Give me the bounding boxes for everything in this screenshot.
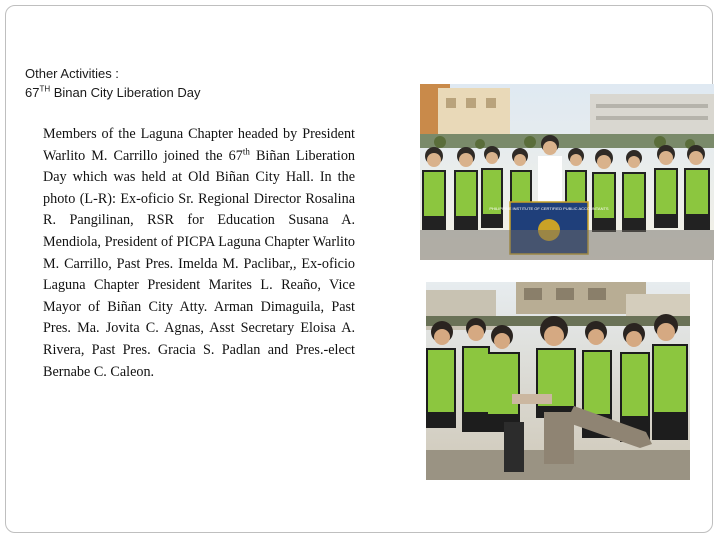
heading-number: 67	[25, 85, 40, 100]
body-paragraph	[43, 124, 355, 383]
body-sup: th	[242, 145, 250, 156]
group-photo-bottom	[426, 282, 690, 480]
heading-line-2	[25, 83, 200, 102]
banner-text: PHILIPPINE INSTITUTE OF CERTIFIED PUBLIC ACCOUNTANTS	[489, 206, 609, 211]
heading-sup: TH	[39, 84, 51, 94]
body-part-1: Members of the Laguna Chapter headed by President Warlito M. Carrillo joined the 67	[43, 126, 355, 164]
heading-event: Binan City Liberation Day	[50, 85, 201, 100]
body-part-2: Biñan Liberation Day which was held at Old Biñan City Hall. In the photo (L-R): Ex-oficio Sr. Regional Director Rosalina R. Pangilinan, RSR for Education Susana A. Mendiola, President of PICPA Laguna Chapter Warlito M. Carrillo, Past Pres. Imelda M. Paclibar,, Ex-oficio Laguna Chapter President Marites L. Reaño, Vice Mayor of Biñan City Atty. Arman Dimaguila, Past Pres. Ma. Jovita C. Agnas, Asst Secretary Eloisa A. Rivera, Past Pres. Gracia S. Padlan and Pres.-elect Bernabe C. Caleon.	[43, 147, 356, 380]
group-photo-top	[420, 84, 714, 260]
slide-heading	[25, 64, 200, 102]
heading-line-1: Other Activities :	[25, 66, 119, 81]
